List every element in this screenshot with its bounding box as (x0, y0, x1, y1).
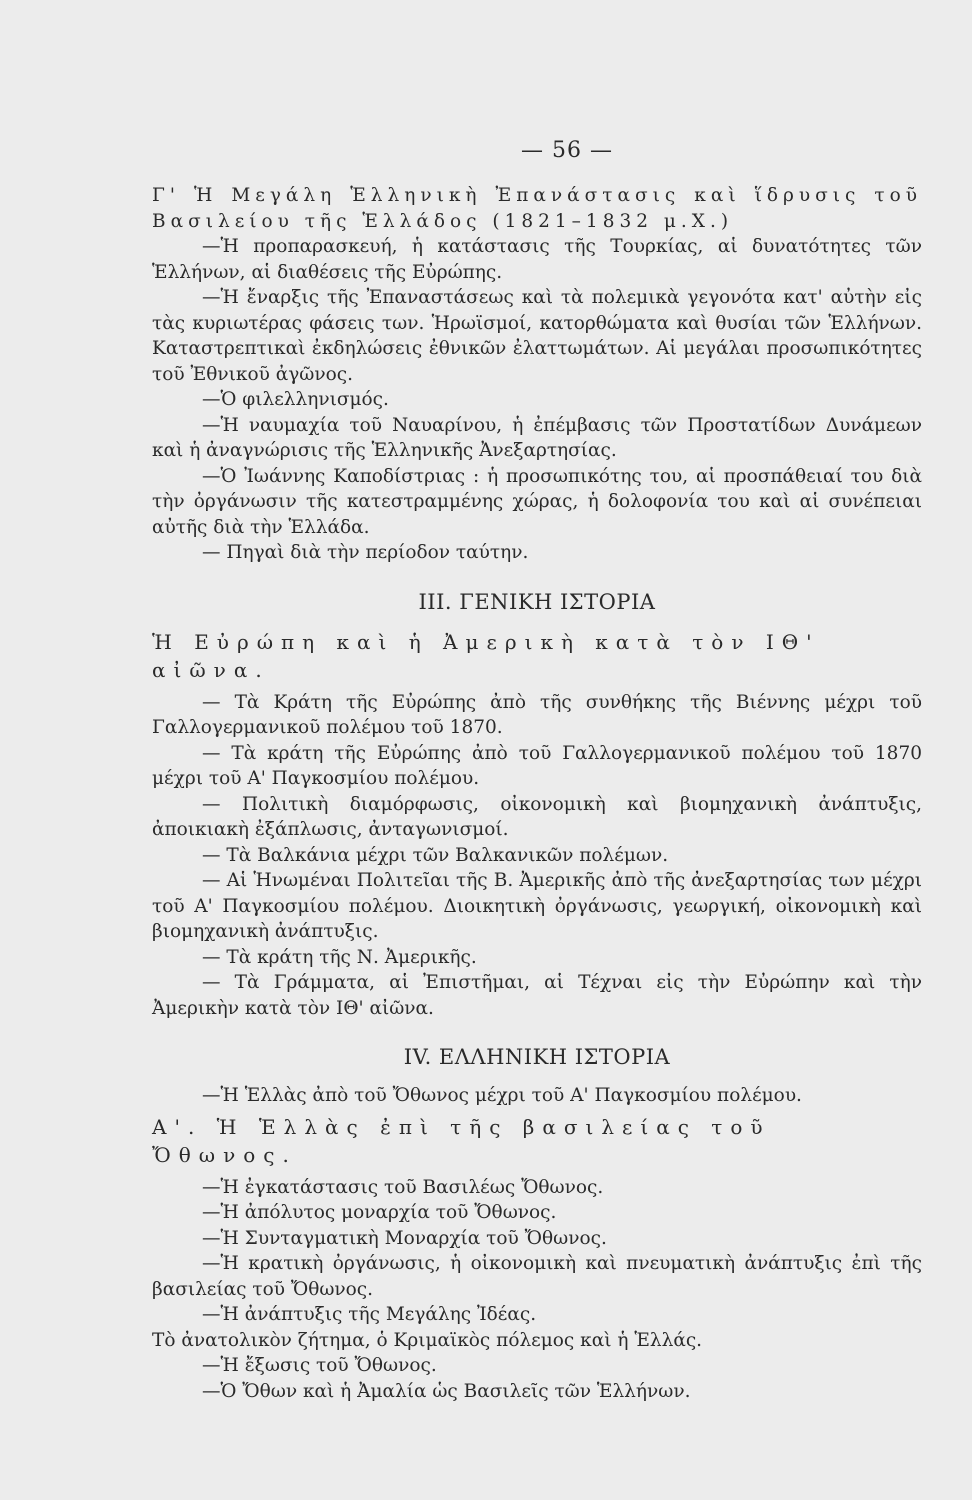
section-4-item: —Ἡ Συνταγματικὴ Μοναρχία τοῦ Ὄθωνος. (202, 1227, 607, 1249)
section-3-item: — Τὰ κράτη τῆς Εὐρώπης ἀπὸ τοῦ Γαλλογερμανικοῦ πολέμου τοῦ 1870 μέχρι τοῦ Α' Παγκοσμίου πολέμου. (152, 742, 922, 789)
section-4-item: —Ἡ ἀνάπτυξις τῆς Μεγάλης Ἰδέας. (202, 1304, 537, 1325)
section-3-item: — Πολιτικὴ διαμόρφωσις, οἰκονομικὴ καὶ βιομηχανικὴ ἀνάπτυξις, ἀποικιακὴ ἐξάπλωσις, ἀνταγωνισμοί. (152, 793, 922, 840)
section-3-item: — Τὰ κράτη τῆς Ν. Ἀμερικῆς. (202, 946, 477, 968)
section-4-item: —Ἡ ἐγκατάστασις τοῦ Βασιλέως Ὄθωνος. (202, 1176, 604, 1198)
section-4-item: —Ὁ Ὄθων καὶ ἡ Ἀμαλία ὡς Βασιλεῖς τῶν Ἑλλήνων. (202, 1380, 691, 1402)
section-2-item: —Ὁ φιλελληνισμός. (202, 389, 389, 410)
section-2-heading: Γ' Ἡ Μεγάλη Ἑλληνικὴ Ἐπανάστασις καὶ ἵδρυσις τοῦ Βασιλείου τῆς Ἑλλάδος (1821–1832 μ.Χ.) (152, 185, 922, 232)
section-4-intro: —Ἡ Ἑλλὰς ἀπὸ τοῦ Ὄθωνος μέχρι τοῦ Α' Παγκοσμίου πολέμου. (202, 1085, 802, 1106)
section-4-title: IV. ΕΛΛΗΝΙΚΗ ΙΣΤΟΡΙΑ (403, 1045, 671, 1069)
section-2-item: —Ὁ Ἰωάννης Καποδίστριας : ἡ προσωπικότης του, αἱ προσπάθειαί του διὰ τὴν ὀργάνωσιν τῆς κατεστραμμένης χώρας, ἡ δολοφονία του καὶ αἱ συνέπειαι αὐτῆς διὰ τὴν Ἑλλάδα. (152, 465, 922, 538)
section-4-item: —Ἡ ἀπόλυτος μοναρχία τοῦ Ὄθωνος. (202, 1202, 557, 1223)
section-4-item: —Ἡ κρατικὴ ὀργάνωσις, ἡ οἰκονομικὴ καὶ πνευματικὴ ἀνάπτυξις ἐπὶ τῆς βασιλείας τοῦ Ὄθωνος. (152, 1253, 922, 1300)
section-3-item: — Τὰ Βαλκάνια μέχρι τῶν Βαλκανικῶν πολέμων. (202, 844, 669, 866)
section-3-item: — Τὰ Γράμματα, αἱ Ἐπιστῆμαι, αἱ Τέχναι εἰς τὴν Εὐρώπην καὶ τὴν Ἀμερικὴν κατὰ τὸν ΙΘ' αἰῶνα. (152, 972, 922, 1019)
section-2-item: —Ἡ ναυμαχία τοῦ Ναυαρίνου, ἡ ἐπέμβασις τῶν Προστατίδων Δυνάμεων καὶ ἡ ἀναγνώρισις τῆς Ἑλληνικῆς Ἀνεξαρτησίας. (152, 414, 922, 461)
section-3-item: — Αἱ Ἡνωμέναι Πολιτεῖαι τῆς Β. Ἀμερικῆς ἀπὸ τῆς ἀνεξαρτησίας των μέχρι τοῦ Α' Παγκοσμίου πολέμου. Διοικητικὴ ὀργάνωσις, γεωργική, οἰκονομικὴ καὶ βιομηχανικὴ ἀνάπτυξις. (152, 870, 922, 942)
section-3-subheading: Ἡ Εὐρώπη καὶ ἡ Ἀμερικὴ κατὰ τὸν ΙΘ' αἰῶνα. (152, 629, 820, 682)
section-2-item: — Πηγαὶ διὰ τὴν περίοδον ταύτην. (202, 542, 529, 563)
section-2-item: —Ἡ προπαρασκευή, ἡ κατάστασις τῆς Τουρκίας, αἱ δυνατότητες τῶν Ἑλλήνων, αἱ διαθέσεις τῆς Εὐρώπης. (152, 236, 922, 283)
section-3-title: III. ΓΕΝΙΚΗ ΙΣΤΟΡΙΑ (418, 589, 656, 614)
page-content (152, 138, 922, 1404)
page-number: — 56 — (521, 138, 613, 163)
section-2-item: —Ἡ ἔναρξις τῆς Ἐπαναστάσεως καὶ τὰ πολεμικὰ γεγονότα κατ' αὐτὴν εἰς τὰς κυριωτέρας φάσεις των. Ἡρωϊσμοί, κατορθώματα καὶ θυσίαι τῶν Ἑλλήνων. Καταστρεπτικαὶ ἐκδηλώσεις ἐθνικῶν ἐλαττωμάτων. Αἱ μεγάλαι προσωπικότητες τοῦ Ἐθνικοῦ ἀγῶνος. (152, 287, 922, 385)
section-4-item: —Ἡ ἔξωσις τοῦ Ὄθωνος. (202, 1355, 437, 1376)
section-3-item: — Τὰ Κράτη τῆς Εὐρώπης ἀπὸ τῆς συνθήκης τῆς Βιέννης μέχρι τοῦ Γαλλογερμανικοῦ πολέμου τοῦ 1870. (152, 691, 922, 738)
section-4-subheading: Α'. Ἡ Ἑλλὰς ἐπὶ τῆς βασιλείας τοῦ Ὄθωνος. (152, 1114, 771, 1167)
section-4-line: Τὸ ἀνατολικὸν ζήτημα, ὁ Κριμαϊκὸς πόλεμος καὶ ἡ Ἑλλάς. (152, 1329, 703, 1351)
